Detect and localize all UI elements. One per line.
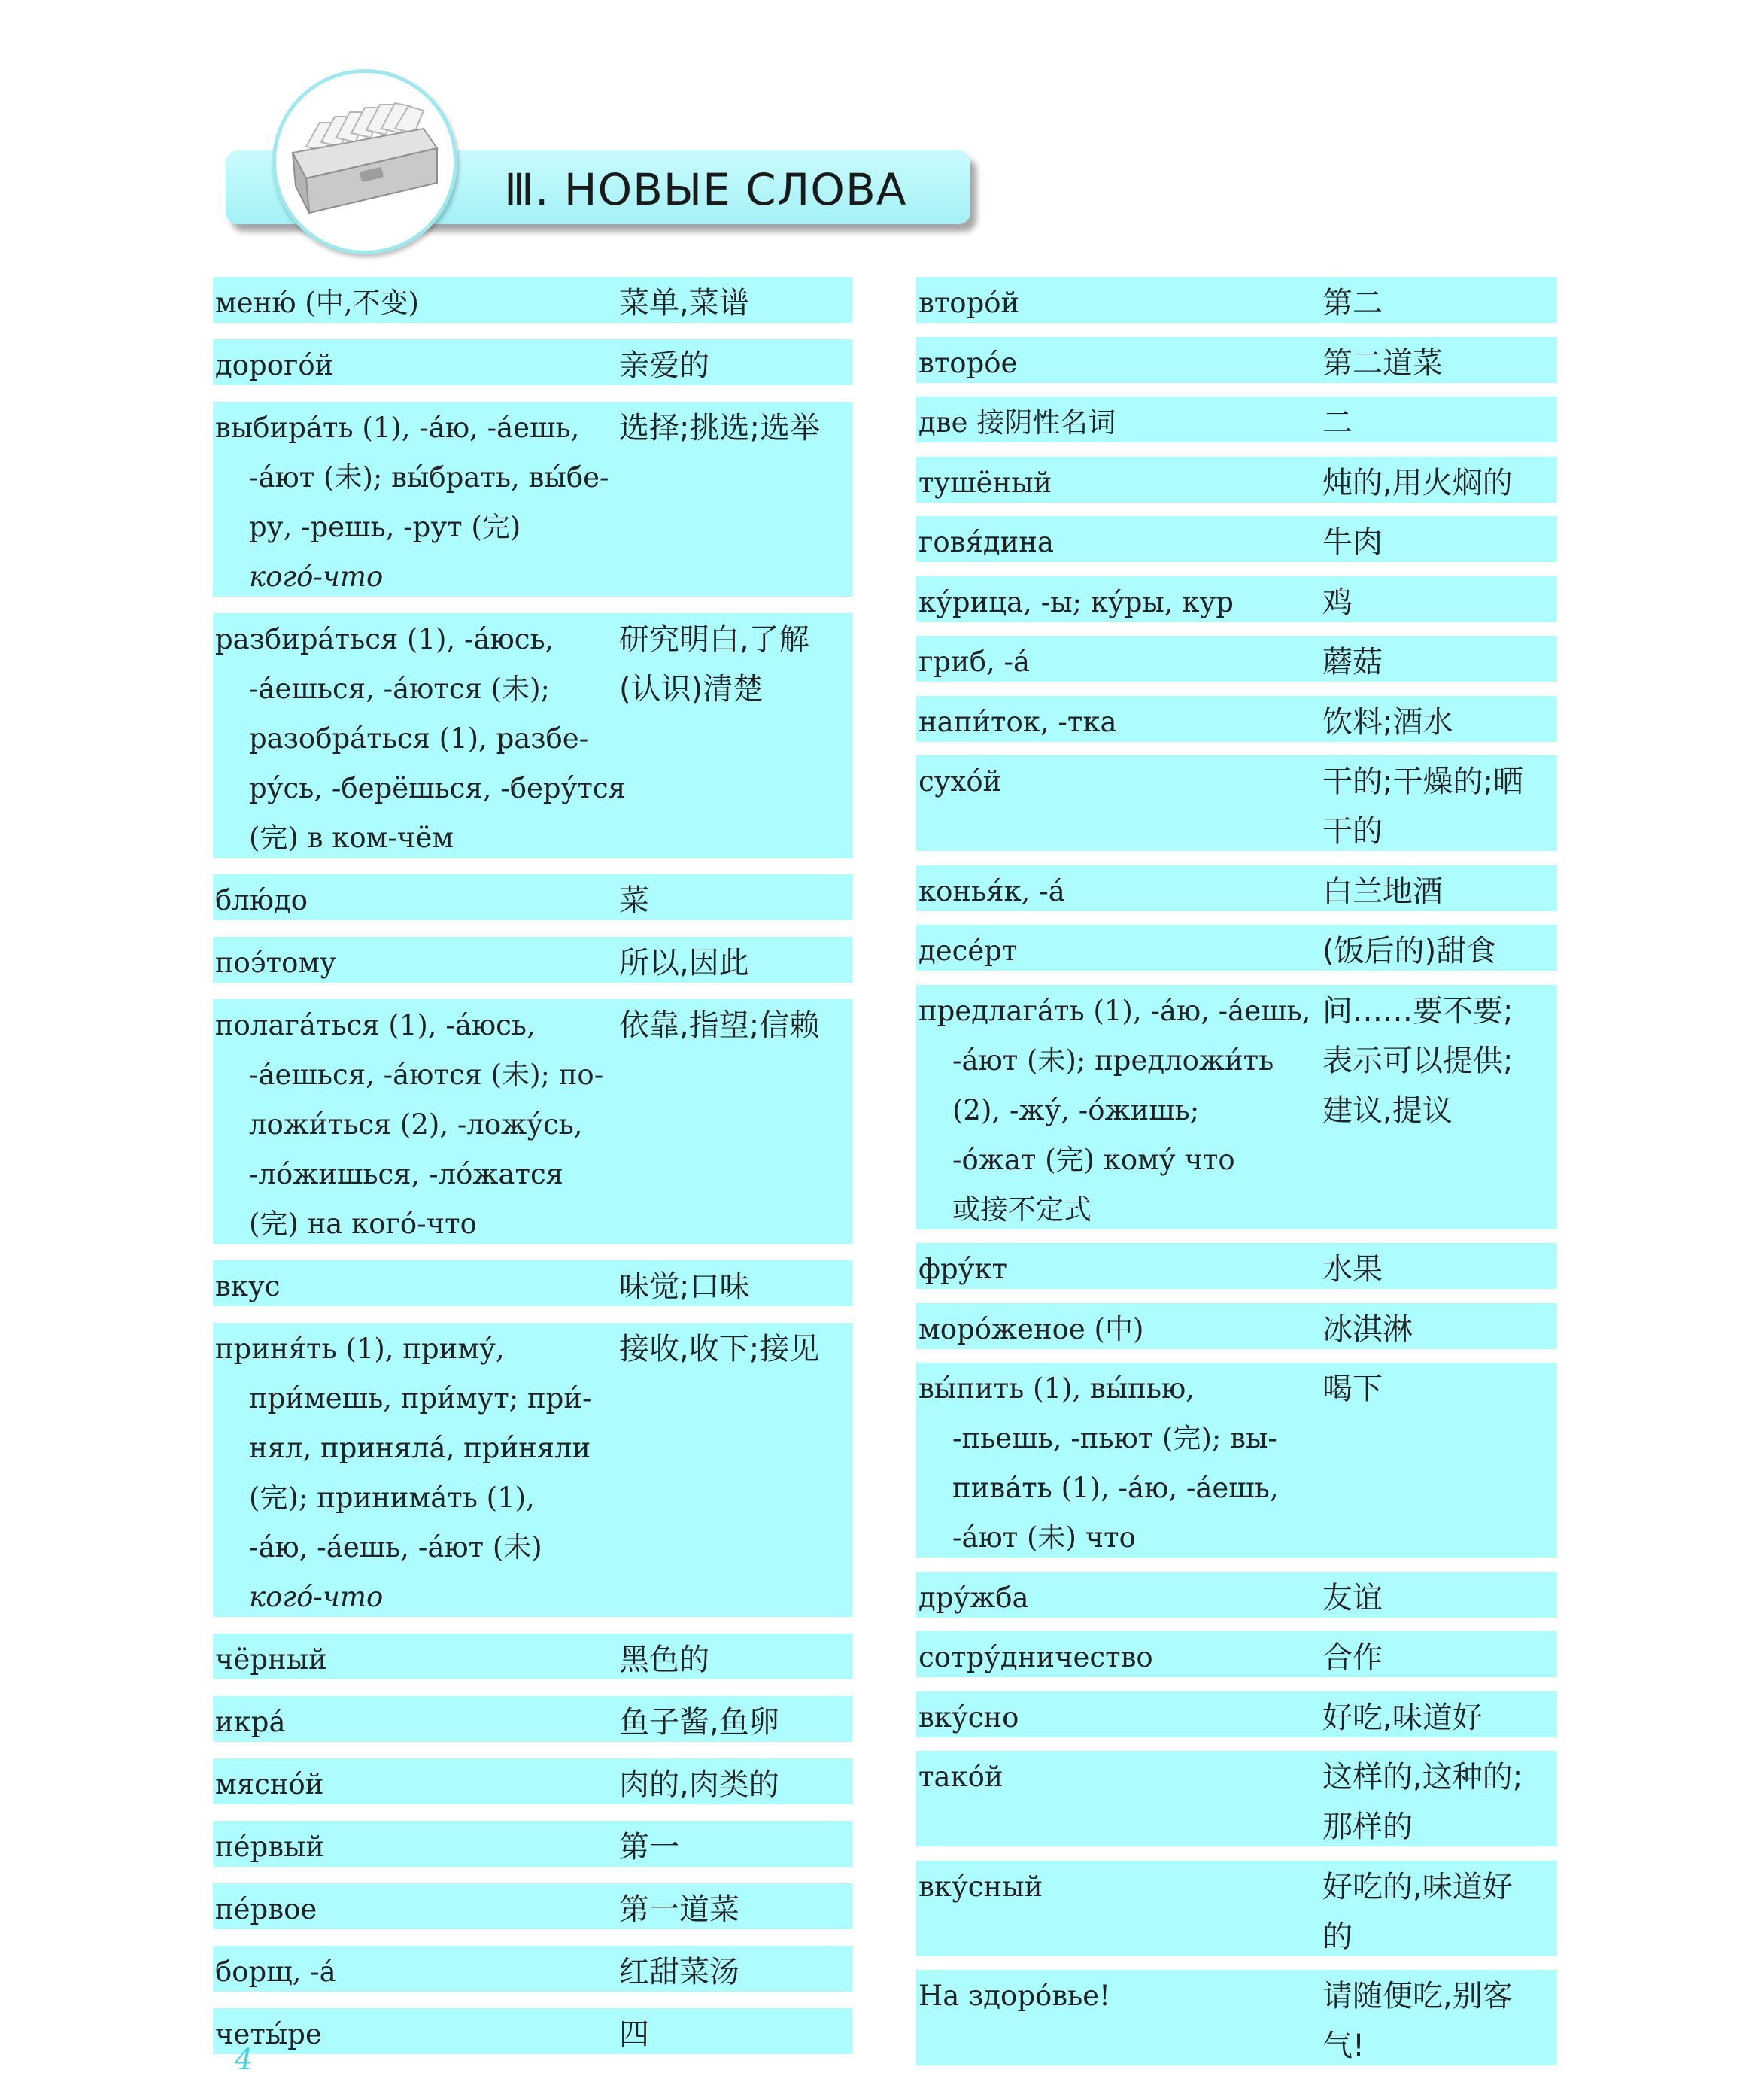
chinese-translation-line: 建议,提议 <box>1322 1093 1453 1128</box>
russian-word <box>215 876 621 925</box>
russian-word-line: икра́ <box>215 1706 286 1738</box>
russian-word-line: полага́ться (1), -а́юсь, <box>215 1009 536 1041</box>
chinese-translation-line: 亲爱的 <box>619 348 709 383</box>
vocab-entry <box>213 1883 852 1929</box>
chinese-translation-line: 第一道菜 <box>619 1892 739 1927</box>
russian-word-line: На здоро́вье! <box>918 1980 1111 2012</box>
vocab-entry <box>213 1946 852 1992</box>
russian-word-line: пе́рвый <box>215 1831 325 1863</box>
chinese-translation-line: 第二 <box>1322 286 1383 321</box>
vocab-entry <box>916 1861 1557 1956</box>
chinese-translation <box>1322 1305 1554 1354</box>
chinese-translation-line: 问……要不要; <box>1322 993 1514 1029</box>
russian-word-line: борщ, -а́ <box>215 1956 336 1988</box>
vocab-entry <box>916 755 1557 851</box>
chinese-translation <box>1322 339 1554 388</box>
chinese-translation-line: 冰淇淋 <box>1322 1311 1413 1347</box>
russian-word-line: -а́ешься, -а́ются (未); <box>249 673 550 705</box>
russian-word <box>215 1885 621 1934</box>
chinese-translation <box>619 615 849 714</box>
chinese-translation-line: 菜 <box>619 883 649 918</box>
chinese-translation <box>619 1947 849 1997</box>
chinese-translation-line: 二 <box>1322 406 1353 440</box>
chinese-translation <box>619 1822 849 1872</box>
chinese-translation-line: 第二道菜 <box>1322 345 1443 381</box>
chinese-translation-line: 菜单,菜谱 <box>619 286 749 321</box>
chinese-translation-line: 黑色的 <box>619 1643 709 1677</box>
chinese-translation <box>1322 518 1554 567</box>
chinese-translation-line: 红甜菜汤 <box>619 1955 739 1989</box>
vocab-entry <box>916 337 1557 383</box>
russian-word <box>215 615 626 863</box>
chinese-translation <box>1322 757 1554 856</box>
vocab-entry <box>213 339 852 385</box>
chinese-translation <box>1322 867 1554 916</box>
chinese-translation-line: 那样的 <box>1322 1810 1413 1844</box>
russian-word <box>215 1822 621 1872</box>
chinese-translation <box>1322 1573 1554 1623</box>
vocab-entry <box>213 613 852 858</box>
chinese-translation <box>619 1760 849 1810</box>
vocab-entry <box>916 1363 1557 1558</box>
chinese-translation <box>1322 926 1554 976</box>
russian-word-line: конья́к, -а́ <box>918 874 1065 907</box>
russian-word <box>918 1971 1325 2021</box>
russian-word-line: разобра́ться (1), разбе- <box>249 722 589 755</box>
russian-word-line: вку́сный <box>918 1870 1043 1903</box>
russian-word-line: чёрный <box>215 1643 327 1676</box>
vocab-entry <box>213 1696 852 1742</box>
vocab-entry <box>213 1758 852 1804</box>
russian-word-line: -а́ешься, -а́ются (未); по- <box>249 1059 604 1091</box>
russian-word-line: пе́рвое <box>215 1893 317 1925</box>
russian-word <box>918 578 1325 628</box>
chinese-translation <box>1322 1862 1554 1962</box>
chinese-translation <box>1322 1693 1554 1743</box>
vocab-entry <box>213 937 852 983</box>
chinese-translation <box>619 1885 849 1934</box>
russian-word <box>918 1862 1325 1912</box>
russian-word-line: вы́пить (1), вы́пью, <box>918 1372 1195 1405</box>
chinese-translation-line: 四 <box>619 2017 649 2052</box>
chinese-translation <box>619 1324 849 1374</box>
section-title <box>504 160 906 220</box>
russian-word-line: приня́ть (1), приму́, <box>215 1333 505 1365</box>
russian-word-line: поэ́тому <box>215 947 336 979</box>
chinese-translation-line: 选择;挑选;选举 <box>619 411 820 445</box>
russian-word <box>918 518 1325 567</box>
chinese-translation <box>1322 697 1554 747</box>
chinese-translation-line: 干的 <box>1322 814 1383 849</box>
chinese-translation-line: 白兰地酒 <box>1322 874 1443 909</box>
russian-word <box>918 1573 1325 1623</box>
russian-word <box>918 1245 1325 1294</box>
chinese-translation <box>1322 578 1554 628</box>
russian-word-line: при́мешь, при́мут; при́- <box>249 1382 592 1415</box>
russian-word-line: ложи́ться (2), -ложу́сь, <box>249 1108 583 1141</box>
chinese-translation <box>619 1262 849 1311</box>
vocab-entry <box>213 1634 852 1679</box>
russian-word <box>918 398 1325 448</box>
russian-word-line: сухо́й <box>918 765 1002 798</box>
russian-word <box>918 697 1325 747</box>
russian-word <box>215 403 621 602</box>
chinese-translation <box>619 1697 849 1747</box>
vocab-entry <box>916 1751 1557 1846</box>
russian-word <box>215 1760 621 1810</box>
russian-word <box>918 339 1325 388</box>
vocab-entry <box>916 1970 1557 2065</box>
chinese-translation <box>619 341 849 391</box>
chinese-translation-line: 这样的,这种的; <box>1322 1760 1523 1795</box>
russian-word-line: (2), -жу́, -о́жишь; <box>952 1093 1200 1126</box>
russian-word-line: блю́до <box>215 884 308 916</box>
chinese-translation <box>619 1635 849 1685</box>
card-file-box-icon <box>272 69 457 254</box>
russian-word-line: тушёный <box>918 466 1052 499</box>
chinese-translation-line: 依靠,指望;信赖 <box>619 1008 820 1043</box>
vocab-entry <box>213 1260 852 1306</box>
vocab-entry <box>916 925 1557 971</box>
russian-word-line: четы́ре <box>215 2018 322 2050</box>
chinese-translation-line: 牛肉 <box>1322 525 1383 560</box>
chinese-translation <box>619 2010 849 2059</box>
chinese-translation <box>1322 1971 1554 2071</box>
vocab-entry <box>916 865 1557 911</box>
russian-word <box>918 278 1325 328</box>
russian-word-line: -а́ют (未) что <box>952 1521 1136 1554</box>
vocab-entry <box>916 576 1557 622</box>
chinese-translation-line: 气! <box>1322 2029 1365 2063</box>
chinese-translation-line: (认识)清楚 <box>619 672 764 707</box>
chinese-translation-line: 鱼子酱,鱼卵 <box>619 1705 779 1740</box>
section-numeral: Ⅲ <box>504 164 535 215</box>
vocab-entry <box>916 277 1557 323</box>
russian-word-line: -пьешь, -пьют (完); вы- <box>952 1422 1277 1454</box>
russian-word-line: выбира́ть (1), -а́ю, -а́ешь, <box>215 412 580 444</box>
russian-word-line: ру́сь, -берёшься, -беру́тся <box>249 772 626 804</box>
russian-word-line: сотру́дничество <box>918 1641 1153 1673</box>
russian-word <box>215 1635 621 1685</box>
russian-word <box>918 757 1325 807</box>
vocab-entry <box>213 1323 852 1617</box>
russian-word <box>918 1752 1325 1802</box>
russian-word-line: -ло́жишься, -ло́жатся <box>249 1158 564 1190</box>
russian-word-line: дру́жба <box>918 1581 1029 1614</box>
russian-word <box>215 938 621 988</box>
russian-word-line: -а́ют (未); предложи́ть <box>952 1044 1274 1077</box>
vocab-entry <box>213 1821 852 1867</box>
vocab-entry <box>213 277 852 323</box>
vocab-entry <box>213 874 852 920</box>
vocab-entry <box>916 1243 1557 1289</box>
chinese-translation-line: 肉的,肉类的 <box>619 1767 779 1802</box>
russian-word-line: нял, приняла́, при́няли <box>249 1432 591 1464</box>
chinese-translation-line: 表示可以提供; <box>1322 1043 1514 1078</box>
russian-word-line: тако́й <box>918 1761 1003 1793</box>
russian-word <box>918 637 1325 687</box>
chinese-translation <box>619 876 849 925</box>
russian-word-line: десе́рт <box>918 935 1018 967</box>
russian-word <box>918 986 1325 1235</box>
vocab-entry <box>916 696 1557 742</box>
vocab-entry <box>916 1691 1557 1737</box>
russian-word <box>215 1262 621 1311</box>
russian-word-line: вкус <box>215 1270 281 1302</box>
russian-word <box>918 1364 1325 1563</box>
chinese-translation <box>1322 637 1554 687</box>
chinese-translation-line: (饭后的)甜食 <box>1322 934 1497 968</box>
chinese-translation-line: 所以,因此 <box>619 946 749 980</box>
russian-word <box>918 1693 1325 1743</box>
russian-word <box>918 458 1325 508</box>
russian-word-line: (完) в ком-чём <box>249 822 454 854</box>
chinese-translation-line: 好吃的,味道好 <box>1322 1869 1513 1904</box>
chinese-translation-line: 饮料;酒水 <box>1322 704 1453 740</box>
chinese-translation <box>1322 986 1554 1135</box>
russian-word-line: кого́-что <box>249 561 384 593</box>
russian-word-line: мясно́й <box>215 1768 324 1801</box>
russian-word <box>215 1324 621 1622</box>
russian-word-line: моро́женое (中) <box>918 1312 1144 1345</box>
russian-word <box>215 1697 621 1747</box>
chinese-translation <box>1322 1752 1554 1852</box>
vocab-entry <box>916 636 1557 682</box>
chinese-translation <box>619 938 849 988</box>
russian-word-line: разбира́ться (1), -а́юсь, <box>215 623 554 655</box>
chinese-translation-line: 合作 <box>1322 1640 1383 1675</box>
russian-word-line: второ́е <box>918 346 1018 379</box>
vocab-entry <box>916 1303 1557 1349</box>
chinese-translation-line: 鸡 <box>1322 585 1353 620</box>
chinese-translation-line: 友谊 <box>1322 1580 1383 1615</box>
russian-word-line: меню́ (中,不变) <box>215 287 419 319</box>
chinese-translation-line: 接收,收下;接见 <box>619 1332 820 1366</box>
russian-word-line: говя́дина <box>918 526 1054 558</box>
chinese-translation-line: 蘑菇 <box>1322 645 1383 679</box>
russian-word-line: (完); принима́ть (1), <box>249 1482 535 1514</box>
russian-word <box>918 867 1325 916</box>
russian-word-line: -о́жат (完) кому́ что <box>952 1143 1235 1176</box>
russian-word <box>215 1001 621 1249</box>
russian-word <box>918 1633 1325 1682</box>
vocab-entry <box>213 999 852 1244</box>
russian-word <box>918 926 1325 976</box>
russian-word-line: напи́ток, -тка <box>918 705 1117 738</box>
chinese-translation-line: 第一 <box>619 1830 679 1864</box>
chinese-translation-line: 水果 <box>1322 1252 1383 1287</box>
vocab-entry <box>916 985 1557 1229</box>
vocab-entry <box>213 402 852 597</box>
russian-word-line: пива́ть (1), -а́ю, -а́ешь, <box>952 1472 1279 1504</box>
chinese-translation <box>1322 1245 1554 1294</box>
russian-word-line: (完) на кого́-что <box>249 1208 477 1240</box>
chinese-translation <box>1322 1364 1554 1414</box>
chinese-translation-line: 喝下 <box>1322 1372 1383 1406</box>
vocab-entry <box>916 397 1557 442</box>
russian-word-line: ру, -решь, -рут (完) <box>249 511 521 543</box>
chinese-translation-line: 研究明白,了解 <box>619 622 809 657</box>
russian-word-line: 或接不定式 <box>952 1193 1092 1226</box>
chinese-translation-line: 炖的,用火焖的 <box>1322 465 1513 500</box>
chinese-translation <box>619 1001 849 1050</box>
russian-word-line: ку́рица, -ы; ку́ры, кур <box>918 585 1234 618</box>
section-title-text: . НОВЫЕ СЛОВА <box>535 164 907 215</box>
russian-word-line: фру́кт <box>918 1253 1008 1285</box>
vocab-entry <box>916 1572 1557 1618</box>
russian-word <box>215 2010 621 2059</box>
russian-word-line: -а́ю, -а́ешь, -а́ют (未) <box>249 1531 542 1564</box>
chinese-translation <box>1322 1633 1554 1682</box>
russian-word-line: дорого́й <box>215 349 334 381</box>
chinese-translation-line: 的 <box>1322 1919 1353 1954</box>
vocab-entry <box>213 2008 852 2054</box>
chinese-translation <box>1322 458 1554 508</box>
russian-word <box>215 341 621 391</box>
russian-word-line: -а́ют (未); вы́брать, вы́бе- <box>249 461 609 494</box>
russian-word-line: второ́й <box>918 287 1020 319</box>
chinese-translation <box>1322 398 1554 448</box>
chinese-translation-line: 味觉;口味 <box>619 1269 750 1304</box>
chinese-translation <box>1322 278 1554 328</box>
chinese-translation <box>619 278 849 328</box>
russian-word <box>215 1947 621 1997</box>
chinese-translation-line: 干的;干燥的;晒 <box>1322 764 1523 799</box>
russian-word <box>918 1305 1325 1354</box>
chinese-translation <box>619 403 849 453</box>
chinese-translation-line: 请随便吃,别客 <box>1322 1979 1513 2013</box>
russian-word-line: кого́-что <box>249 1581 384 1613</box>
russian-word-line: вку́сно <box>918 1700 1019 1734</box>
vocab-entry <box>916 516 1557 562</box>
page-number: 4 <box>235 2043 254 2076</box>
chinese-translation-line: 好吃,味道好 <box>1322 1700 1483 1735</box>
russian-word <box>215 278 621 328</box>
vocab-entry <box>916 1631 1557 1677</box>
russian-word-line: предлага́ть (1), -а́ю, -а́ешь, <box>918 994 1311 1027</box>
russian-word-line: гриб, -а́ <box>918 646 1031 678</box>
vocab-entry <box>916 457 1557 503</box>
russian-word-line: две 接阴性名词 <box>918 406 1116 439</box>
